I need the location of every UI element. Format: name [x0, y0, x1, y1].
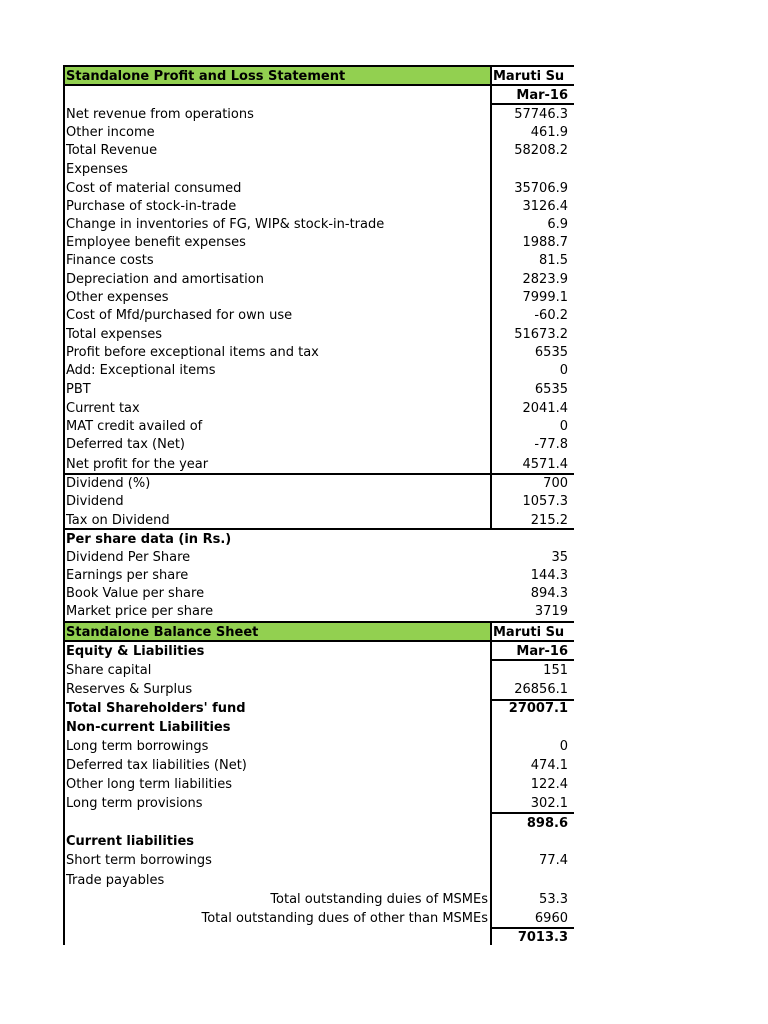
pl-period-row[interactable]: [64, 85, 574, 103]
bs-row[interactable]: [64, 908, 574, 926]
pl-row[interactable]: [64, 416, 574, 434]
pl-company: Maruti Su: [493, 69, 565, 84]
pl-row-label: MAT credit availed of: [66, 419, 203, 434]
pl-row-value: 7999.1: [522, 290, 568, 305]
bs-row[interactable]: [64, 755, 574, 773]
bs-row-value: 474.1: [530, 758, 568, 773]
per-share-row-value: 3719: [534, 604, 568, 619]
pl-row-value: 3126.4: [522, 199, 568, 214]
bs-row-value: 26856.1: [514, 682, 568, 697]
pl-row-value: 1988.7: [522, 235, 568, 250]
dividend-row-value: 700: [543, 476, 568, 491]
pl-row-label: Add: Exceptional items: [66, 363, 216, 378]
pl-row[interactable]: [64, 454, 574, 472]
bs-row-value: 77.4: [539, 853, 568, 868]
dividend-row[interactable]: [64, 491, 574, 509]
pl-row-value: 35706.9: [514, 181, 568, 196]
pl-row[interactable]: [64, 214, 574, 232]
bs-title-row[interactable]: [64, 622, 574, 640]
bs-row-label: Total outstanding duies of MSMEs: [270, 892, 488, 907]
bs-row-label: Deferred tax liabilities (Net): [66, 758, 247, 773]
per-share-row[interactable]: [64, 547, 574, 565]
bs-row[interactable]: [64, 774, 574, 792]
bs-row-label: Long term borrowings: [66, 739, 209, 754]
bs-noncurrent-total-border: [490, 812, 574, 814]
per-share-row-value: 894.3: [530, 586, 568, 601]
bs-row-label: Non-current Liabilities: [66, 720, 231, 735]
pl-row-value: 461.9: [530, 125, 568, 140]
bs-top-border: [63, 621, 574, 623]
pl-row-label: Net revenue from operations: [66, 107, 254, 122]
pl-row[interactable]: [64, 232, 574, 250]
bs-current-total-border: [490, 927, 574, 929]
bs-row[interactable]: [64, 679, 574, 697]
bs-row-label: Current liabilities: [66, 834, 195, 849]
per-share-row-label: Market price per share: [66, 604, 214, 619]
value-divider-bottom: [490, 621, 492, 945]
pl-row-label: Depreciation and amortisation: [66, 272, 264, 287]
per-share-heading: Per share data (in Rs.): [66, 532, 232, 547]
pl-row-value: 4571.4: [522, 457, 568, 472]
bs-row-value: 6960: [534, 911, 568, 926]
bs-row[interactable]: [64, 793, 574, 811]
bs-row-value: 27007.1: [508, 701, 568, 716]
pl-row[interactable]: [64, 324, 574, 342]
dividend-row-value: 215.2: [530, 513, 568, 528]
bs-equity-heading: Equity & Liabilities: [66, 644, 205, 659]
pl-row[interactable]: [64, 398, 574, 416]
per-share-row-value: 35: [551, 550, 568, 565]
bs-row-label: Trade payables: [66, 873, 165, 888]
bs-row-value: 151: [543, 663, 568, 678]
pl-row[interactable]: [64, 434, 574, 452]
per-share-row-label: Dividend Per Share: [66, 550, 191, 565]
pl-row-label: Deferred tax (Net): [66, 437, 185, 452]
pl-row-label: Cost of material consumed: [66, 181, 242, 196]
bs-row-value: 53.3: [539, 892, 568, 907]
pl-row-label: Profit before exceptional items and tax: [66, 345, 319, 360]
pl-row[interactable]: [64, 196, 574, 214]
pl-row-value: -77.8: [534, 437, 568, 452]
bs-row-label: Other long term liabilities: [66, 777, 232, 792]
pl-row-label: Current tax: [66, 401, 140, 416]
pl-row-value: 57746.3: [514, 107, 568, 122]
bs-row-label: Reserves & Surplus: [66, 682, 193, 697]
pl-row-value: 0: [559, 419, 568, 434]
value-divider-top: [490, 65, 492, 529]
pl-row-value: 6535: [534, 345, 568, 360]
dividend-row[interactable]: [64, 510, 574, 528]
pl-row-label: Cost of Mfd/purchased for own use: [66, 308, 293, 323]
pl-row[interactable]: [64, 122, 574, 140]
pl-title: Standalone Profit and Loss Statement: [66, 69, 346, 84]
pl-row-value: 2041.4: [522, 401, 568, 416]
bs-row-value: 898.6: [526, 816, 568, 831]
bs-period-bottom-border: [490, 659, 574, 661]
bs-row[interactable]: [64, 831, 574, 849]
pl-row-value: 6535: [534, 382, 568, 397]
bs-row-value: 0: [559, 739, 568, 754]
dividend-row-label: Dividend (%): [66, 476, 151, 491]
bs-row-label: Short term borrowings: [66, 853, 212, 868]
pl-row-label: Total expenses: [66, 327, 162, 342]
bs-period: Mar-16: [516, 644, 568, 659]
bs-title: Standalone Balance Sheet: [66, 625, 259, 640]
bs-row-label: Long term provisions: [66, 796, 203, 811]
pl-net-profit-border: [63, 473, 574, 475]
pl-row-value: 0: [559, 363, 568, 378]
bs-row-label: Total outstanding dues of other than MSMEs: [201, 911, 488, 926]
dividend-row-label: Dividend: [66, 494, 124, 509]
pl-dividend-bottom-border: [63, 528, 574, 530]
bs-row-value: 302.1: [530, 796, 568, 811]
bs-shareholders-top-border: [490, 699, 574, 701]
pl-row-value: 58208.2: [514, 143, 568, 158]
bs-row[interactable]: [64, 813, 574, 831]
pl-period: Mar-16: [516, 88, 568, 103]
pl-row[interactable]: [64, 342, 574, 360]
pl-row-label: Expenses: [66, 162, 128, 177]
pl-row[interactable]: [64, 159, 574, 177]
pl-row-label: Total Revenue: [66, 143, 158, 158]
bs-row-value: 122.4: [530, 777, 568, 792]
pl-row[interactable]: [64, 140, 574, 158]
pl-row-label: Other income: [66, 125, 155, 140]
pl-title-row[interactable]: [64, 66, 574, 84]
pl-row-label: Purchase of stock-in-trade: [66, 199, 237, 214]
bs-title-bottom-border: [63, 640, 574, 642]
pl-row[interactable]: [64, 360, 574, 378]
pl-row-label: PBT: [66, 382, 91, 397]
pl-row[interactable]: [64, 269, 574, 287]
per-share-row-label: Book Value per share: [66, 586, 205, 601]
pl-row[interactable]: [64, 305, 574, 323]
per-share-row-value: 144.3: [530, 568, 568, 583]
bs-equity-row[interactable]: [64, 641, 574, 659]
pl-row[interactable]: [64, 104, 574, 122]
pl-row[interactable]: [64, 178, 574, 196]
pl-row-value: 2823.9: [522, 272, 568, 287]
bs-row[interactable]: [64, 870, 574, 888]
pl-title-bottom-border: [63, 84, 492, 86]
pl-row-value: 51673.2: [514, 327, 568, 342]
bs-row[interactable]: [64, 927, 574, 945]
bs-row[interactable]: [64, 850, 574, 868]
dividend-row-label: Tax on Dividend: [66, 513, 170, 528]
bs-row[interactable]: [64, 736, 574, 754]
pl-row[interactable]: [64, 379, 574, 397]
dividend-row[interactable]: [64, 473, 574, 491]
dividend-row-value: 1057.3: [522, 494, 568, 509]
per-share-row[interactable]: [64, 565, 574, 583]
bs-row[interactable]: [64, 717, 574, 735]
pl-row-label: Other expenses: [66, 290, 169, 305]
pl-row-value: 81.5: [539, 253, 568, 268]
bs-row-label: Share capital: [66, 663, 152, 678]
pl-row-label: Change in inventories of FG, WIP& stock-in-trade: [66, 217, 385, 232]
bs-company: Maruti Su: [493, 625, 565, 640]
per-share-row[interactable]: [64, 601, 574, 619]
pl-row[interactable]: [64, 287, 574, 305]
pl-row-value: 6.9: [547, 217, 568, 232]
pl-row[interactable]: [64, 250, 574, 268]
pl-top-border: [63, 65, 574, 67]
per-share-row[interactable]: [64, 583, 574, 601]
left-border: [63, 65, 65, 945]
bs-row-value: 7013.3: [517, 930, 568, 945]
pl-period-bottom-border: [490, 103, 574, 105]
pl-row-label: Net profit for the year: [66, 457, 209, 472]
per-share-heading-row[interactable]: [64, 529, 574, 547]
bs-row[interactable]: [64, 889, 574, 907]
pl-row-value: -60.2: [534, 308, 568, 323]
pl-company-bottom-border: [490, 84, 574, 86]
pl-row-label: Finance costs: [66, 253, 154, 268]
per-share-row-label: Earnings per share: [66, 568, 189, 583]
pl-row-label: Employee benefit expenses: [66, 235, 246, 250]
bs-row-label: Total Shareholders' fund: [66, 701, 246, 716]
bs-row[interactable]: [64, 660, 574, 678]
